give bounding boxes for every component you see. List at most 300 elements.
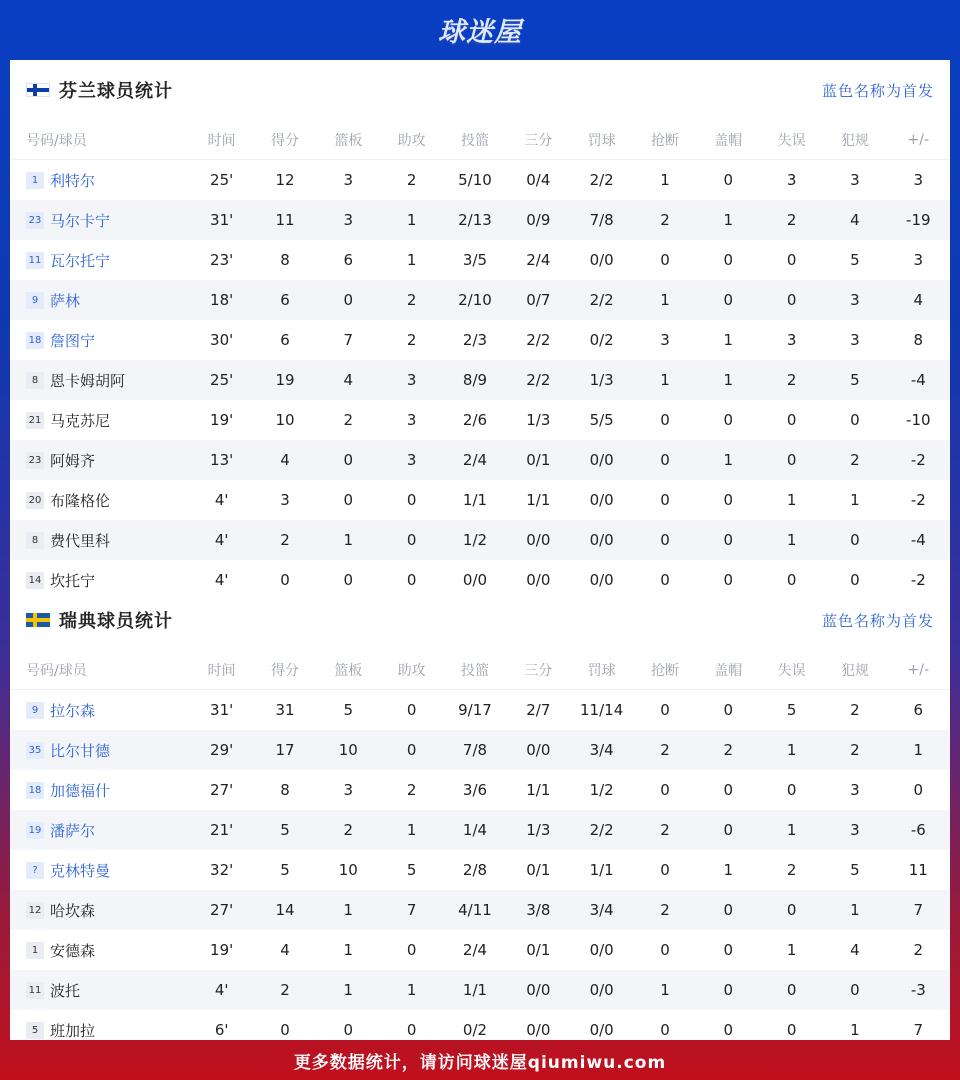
stat-pm: -4	[887, 520, 950, 560]
stat-pf: 5	[850, 251, 860, 269]
stat-blk: 0	[697, 280, 760, 320]
stat-pf: 3	[850, 781, 860, 799]
stat-pf: 5	[823, 360, 886, 400]
stat-min: 23'	[210, 251, 234, 269]
stat-ft: 1/2	[589, 781, 614, 799]
stat-stl: 2	[633, 890, 696, 930]
stat-pts: 6	[253, 280, 316, 320]
table-row	[10, 850, 950, 890]
stat-tov: 2	[760, 360, 823, 400]
table-row	[10, 970, 950, 1010]
stat-stl: 0	[660, 411, 670, 429]
stat-pf: 2	[823, 730, 886, 770]
table-row	[10, 1010, 950, 1040]
col-header: 篮板	[317, 650, 380, 690]
table-body	[10, 160, 950, 601]
stat-tp: 1/1	[526, 781, 551, 799]
player-name: 安德森	[50, 941, 96, 960]
stat-fg: 2/4	[462, 941, 488, 959]
stat-ft: 3/4	[570, 890, 633, 930]
stat-pts: 11	[253, 200, 316, 240]
col-header: 抢断	[633, 120, 696, 160]
stat-min: 4'	[190, 520, 253, 560]
starter-legend-note: 蓝色名称为首发	[821, 611, 934, 630]
table-row	[10, 690, 950, 731]
stat-reb: 0	[343, 571, 354, 589]
stat-reb: 0	[317, 440, 380, 480]
stat-pf: 3	[850, 331, 860, 349]
stat-reb: 7	[343, 331, 354, 349]
stat-pm: -2	[910, 571, 926, 589]
stat-ast: 1	[380, 810, 443, 850]
player-cell	[10, 890, 190, 930]
stat-tov: 1	[760, 730, 823, 770]
player-cell	[10, 970, 190, 1010]
table-row	[10, 770, 950, 810]
stat-pm: 8	[913, 331, 924, 349]
stat-fg: 2/3	[462, 331, 488, 349]
stat-stl: 0	[660, 781, 670, 799]
stat-pts: 14	[253, 890, 316, 930]
stat-tp: 0/1	[526, 941, 551, 959]
footer-text: 更多数据统计，请访问球迷屋qiumiwu.com	[293, 1052, 667, 1073]
table-row	[10, 200, 950, 240]
stat-ft: 1/3	[570, 360, 633, 400]
stat-tov: 1	[760, 810, 823, 850]
stat-tp: 0/7	[507, 280, 570, 320]
stat-pm: 4	[887, 280, 950, 320]
stat-tp: 0/0	[507, 520, 570, 560]
stat-min: 4'	[190, 970, 253, 1010]
player-cell	[10, 400, 190, 440]
stat-reb: 2	[343, 411, 354, 429]
stat-blk: 0	[723, 411, 734, 429]
stat-reb: 3	[343, 781, 354, 799]
stat-ft: 0/0	[570, 520, 633, 560]
stat-tp: 0/0	[507, 970, 570, 1010]
stat-ast: 7	[380, 890, 443, 930]
stat-min: 19'	[210, 941, 234, 959]
stat-ast: 0	[380, 520, 443, 560]
stat-blk: 0	[723, 941, 734, 959]
table-row	[10, 930, 950, 970]
stat-pf: 1	[823, 890, 886, 930]
stat-min: 4'	[214, 571, 229, 589]
stat-pm: 7	[913, 1021, 924, 1039]
stat-tp: 0/0	[526, 571, 551, 589]
stat-tp: 0/0	[526, 1021, 551, 1039]
team-section-finland	[10, 60, 950, 590]
stat-tov: 5	[786, 701, 797, 719]
stat-fg: 2/13	[443, 200, 506, 240]
stat-ft: 0/0	[570, 440, 633, 480]
col-header: 得分	[253, 120, 316, 160]
stat-ft: 7/8	[570, 200, 633, 240]
stat-pf: 5	[850, 861, 860, 879]
table-row	[10, 480, 950, 520]
stat-tov: 0	[760, 970, 823, 1010]
player-name: 坎托宁	[50, 571, 96, 590]
stat-pm: -19	[887, 200, 950, 240]
col-header: 抢断	[633, 650, 696, 690]
stat-min: 31'	[190, 200, 253, 240]
stat-tp: 0/1	[526, 861, 551, 879]
stat-blk: 0	[723, 701, 734, 719]
stat-blk: 0	[697, 970, 760, 1010]
jersey-number: 19	[26, 822, 44, 839]
stat-ft: 3/4	[570, 730, 633, 770]
stat-tp: 0/9	[507, 200, 570, 240]
stat-tov: 3	[786, 331, 797, 349]
player-cell	[10, 320, 190, 360]
stat-tp: 2/4	[526, 251, 551, 269]
table-row	[10, 810, 950, 850]
stat-pf: 0	[850, 571, 860, 589]
stat-blk: 0	[723, 1021, 734, 1039]
stat-blk: 0	[723, 571, 734, 589]
player-name: 哈坎森	[50, 901, 96, 920]
stat-tov: 2	[760, 200, 823, 240]
jersey-number: 8	[26, 532, 44, 549]
brand-header	[0, 0, 960, 58]
stat-tov: 1	[786, 491, 797, 509]
stat-tp: 2/2	[526, 331, 551, 349]
player-cell	[10, 1010, 190, 1040]
stat-fg: 2/10	[443, 280, 506, 320]
col-header: 得分	[253, 650, 316, 690]
stat-min: 13'	[190, 440, 253, 480]
player-name: 布隆格伦	[50, 491, 111, 510]
stat-stl: 0	[660, 861, 670, 879]
jersey-number: 18	[26, 332, 44, 349]
stat-tov: 3	[786, 171, 797, 189]
stat-ast: 1	[380, 200, 443, 240]
stat-pm: 7	[887, 890, 950, 930]
stat-reb: 0	[343, 491, 354, 509]
stat-fg: 3/5	[462, 251, 488, 269]
stat-ast: 2	[380, 280, 443, 320]
player-name: 拉尔森	[50, 701, 96, 720]
stat-min: 31'	[210, 701, 234, 719]
player-name: 波托	[50, 981, 81, 1000]
stat-pm: 2	[913, 941, 924, 959]
stat-stl: 1	[633, 970, 696, 1010]
stat-pf: 4	[823, 200, 886, 240]
stat-pts: 6	[280, 331, 290, 349]
stat-ast: 3	[380, 440, 443, 480]
stat-pf: 4	[850, 941, 860, 959]
stat-pts: 17	[253, 730, 316, 770]
stat-pts: 19	[253, 360, 316, 400]
stat-tov: 0	[786, 781, 797, 799]
stat-blk: 1	[697, 440, 760, 480]
stat-tp: 1/1	[526, 491, 551, 509]
table-header-row	[10, 650, 950, 690]
stat-pm: -2	[910, 491, 926, 509]
player-cell	[10, 850, 190, 890]
stat-pm: 3	[913, 171, 924, 189]
stat-ast: 2	[406, 331, 417, 349]
player-name: 萨林	[50, 291, 81, 310]
jersey-number: 20	[26, 492, 44, 509]
col-header: 罚球	[570, 650, 633, 690]
stat-pts: 4	[280, 941, 290, 959]
table-header-row	[10, 120, 950, 160]
stat-ast: 0	[406, 701, 417, 719]
stat-tp: 2/7	[526, 701, 551, 719]
col-header: 助攻	[380, 650, 443, 690]
stat-ft: 0/0	[589, 251, 614, 269]
table-row	[10, 400, 950, 440]
stat-pf: 3	[823, 810, 886, 850]
stat-pm: -4	[887, 360, 950, 400]
player-name: 马克苏尼	[50, 411, 111, 430]
jersey-number: 35	[26, 742, 44, 759]
stat-pm: 0	[913, 781, 924, 799]
stat-ast: 2	[406, 171, 417, 189]
stat-pf: 0	[823, 970, 886, 1010]
player-name: 詹图宁	[50, 331, 96, 350]
stat-stl: 0	[660, 941, 670, 959]
player-cell	[10, 770, 190, 810]
col-header: 罚球	[570, 120, 633, 160]
col-header: +/-	[887, 120, 950, 160]
stat-pf: 2	[850, 701, 860, 719]
stat-stl: 0	[660, 571, 670, 589]
stat-stl: 2	[633, 200, 696, 240]
stat-pts: 2	[253, 520, 316, 560]
stat-ast: 3	[406, 411, 417, 429]
stat-reb: 4	[317, 360, 380, 400]
stat-min: 29'	[190, 730, 253, 770]
table-row	[10, 440, 950, 480]
stat-pts: 31	[275, 701, 295, 719]
col-header: 失误	[760, 650, 823, 690]
stat-fg: 2/8	[462, 861, 488, 879]
stat-tov: 1	[786, 941, 797, 959]
table-row	[10, 160, 950, 201]
col-header: 失误	[760, 120, 823, 160]
player-cell	[10, 440, 190, 480]
stat-pm: 6	[913, 701, 924, 719]
stat-pf: 1	[850, 491, 860, 509]
stat-ft: 5/5	[589, 411, 614, 429]
stat-ast: 0	[406, 941, 417, 959]
stat-reb: 5	[343, 701, 354, 719]
stat-min: 18'	[190, 280, 253, 320]
stat-stl: 0	[660, 251, 670, 269]
col-header: 犯规	[823, 650, 886, 690]
stat-tp: 0/4	[526, 171, 551, 189]
stat-blk: 1	[697, 360, 760, 400]
col-header: 篮板	[317, 120, 380, 160]
stat-stl: 2	[633, 730, 696, 770]
stat-ft: 2/2	[570, 810, 633, 850]
stat-pts: 8	[280, 251, 290, 269]
stat-blk: 0	[723, 251, 734, 269]
stat-pts: 3	[280, 491, 290, 509]
player-cell	[10, 240, 190, 280]
stat-tp: 2/2	[507, 360, 570, 400]
stat-min: 4'	[214, 491, 229, 509]
stat-blk: 0	[697, 890, 760, 930]
stat-pts: 4	[253, 440, 316, 480]
stat-blk: 0	[723, 491, 734, 509]
stat-reb: 3	[343, 171, 354, 189]
stat-reb: 6	[343, 251, 354, 269]
stat-min: 30'	[210, 331, 234, 349]
stat-blk: 1	[697, 200, 760, 240]
stat-fg: 0/2	[462, 1021, 488, 1039]
stat-pts: 5	[253, 810, 316, 850]
stat-ft: 2/2	[570, 280, 633, 320]
player-cell	[10, 520, 190, 560]
stat-pts: 2	[253, 970, 316, 1010]
stat-reb: 1	[317, 890, 380, 930]
stat-min: 27'	[190, 890, 253, 930]
stat-pm: 3	[913, 251, 924, 269]
player-name: 马尔卡宁	[50, 211, 111, 230]
stat-fg: 1/2	[443, 520, 506, 560]
stat-pm: 11	[908, 861, 928, 879]
stat-blk: 0	[697, 810, 760, 850]
stat-ft: 2/2	[589, 171, 614, 189]
stat-fg: 2/6	[462, 411, 488, 429]
stat-tp: 3/8	[507, 890, 570, 930]
jersey-number: 18	[26, 782, 44, 799]
stat-pf: 1	[850, 1021, 860, 1039]
stat-reb: 10	[317, 730, 380, 770]
col-header: 投篮	[443, 120, 506, 160]
stat-reb: 3	[317, 200, 380, 240]
starter-legend-note: 蓝色名称为首发	[821, 81, 934, 100]
section-title: 瑞典球员统计	[59, 611, 173, 632]
stat-blk: 1	[723, 861, 734, 879]
jersey-number: 5	[26, 1022, 44, 1039]
stat-tov: 0	[760, 280, 823, 320]
stat-pf: 2	[823, 440, 886, 480]
stat-reb: 10	[338, 861, 358, 879]
stat-tov: 0	[786, 1021, 797, 1039]
stat-min: 27'	[210, 781, 234, 799]
stat-pm: 1	[887, 730, 950, 770]
player-name: 加德福什	[50, 781, 111, 800]
stat-blk: 0	[723, 171, 734, 189]
stat-pm: -2	[887, 440, 950, 480]
jersey-number: 9	[26, 702, 44, 719]
col-header: 时间	[190, 650, 253, 690]
stat-pts: 10	[275, 411, 295, 429]
stat-ast: 1	[406, 251, 417, 269]
stat-stl: 0	[660, 491, 670, 509]
stat-fg: 3/6	[462, 781, 488, 799]
stat-ft: 1/1	[589, 861, 614, 879]
table-row	[10, 280, 950, 320]
stat-fg: 0/0	[462, 571, 488, 589]
stat-stl: 1	[633, 280, 696, 320]
jersey-number: 23	[26, 212, 44, 229]
jersey-number: 14	[26, 572, 44, 589]
section-header	[10, 590, 950, 650]
stat-blk: 1	[723, 331, 734, 349]
stat-tp: 1/3	[526, 411, 551, 429]
stat-min: 32'	[210, 861, 234, 879]
jersey-number: 12	[26, 902, 44, 919]
sweden-flag-icon	[26, 613, 50, 627]
stat-pts: 5	[280, 861, 290, 879]
jersey-number: 1	[26, 172, 44, 189]
stat-pf: 0	[823, 520, 886, 560]
jersey-number: 21	[26, 412, 44, 429]
stat-fg: 1/1	[443, 970, 506, 1010]
stat-ast: 0	[406, 1021, 417, 1039]
player-stats-table	[10, 650, 950, 1040]
player-name: 阿姆齐	[50, 451, 96, 470]
stat-blk: 0	[723, 781, 734, 799]
player-name: 比尔甘德	[50, 741, 111, 760]
stat-pts: 8	[280, 781, 290, 799]
table-row	[10, 320, 950, 360]
stat-pts: 0	[280, 1021, 290, 1039]
stat-reb: 0	[343, 1021, 354, 1039]
stat-reb: 1	[343, 941, 354, 959]
stat-min: 6'	[214, 1021, 229, 1039]
player-cell	[10, 810, 190, 850]
stat-fg: 1/4	[443, 810, 506, 850]
stat-tov: 0	[760, 890, 823, 930]
stat-ft: 11/14	[580, 701, 624, 719]
stat-pm: -10	[906, 411, 931, 429]
player-name: 利特尔	[50, 171, 96, 190]
jersey-number: 9	[26, 292, 44, 309]
footer-banner	[0, 1040, 960, 1080]
stat-ast: 0	[406, 571, 417, 589]
stat-tov: 0	[786, 571, 797, 589]
player-cell	[10, 690, 190, 731]
stat-ft: 0/0	[589, 941, 614, 959]
player-cell	[10, 730, 190, 770]
player-name: 瓦尔托宁	[50, 251, 111, 270]
stat-ast: 0	[380, 730, 443, 770]
stat-min: 21'	[190, 810, 253, 850]
stat-pm: -6	[887, 810, 950, 850]
col-header: 号码/球员	[10, 650, 190, 690]
jersey-number: 11	[26, 982, 44, 999]
stat-reb: 0	[317, 280, 380, 320]
finland-flag-icon	[26, 83, 50, 97]
col-header: 盖帽	[697, 650, 760, 690]
stat-stl: 0	[633, 520, 696, 560]
stat-stl: 3	[660, 331, 670, 349]
col-header: 投篮	[443, 650, 506, 690]
stat-blk: 2	[697, 730, 760, 770]
stat-fg: 4/11	[443, 890, 506, 930]
stat-fg: 7/8	[443, 730, 506, 770]
player-name: 潘萨尔	[50, 821, 96, 840]
stat-tov: 0	[786, 251, 797, 269]
col-header: 三分	[507, 120, 570, 160]
stat-tov: 0	[786, 411, 797, 429]
stat-pts: 12	[275, 171, 295, 189]
stat-reb: 1	[317, 520, 380, 560]
stat-ast: 0	[406, 491, 417, 509]
table-body	[10, 690, 950, 1041]
player-name: 班加拉	[50, 1021, 96, 1040]
player-name: 费代里科	[50, 531, 111, 550]
stat-fg: 1/1	[462, 491, 488, 509]
player-name: 恩卡姆胡阿	[50, 371, 126, 390]
col-header: 时间	[190, 120, 253, 160]
